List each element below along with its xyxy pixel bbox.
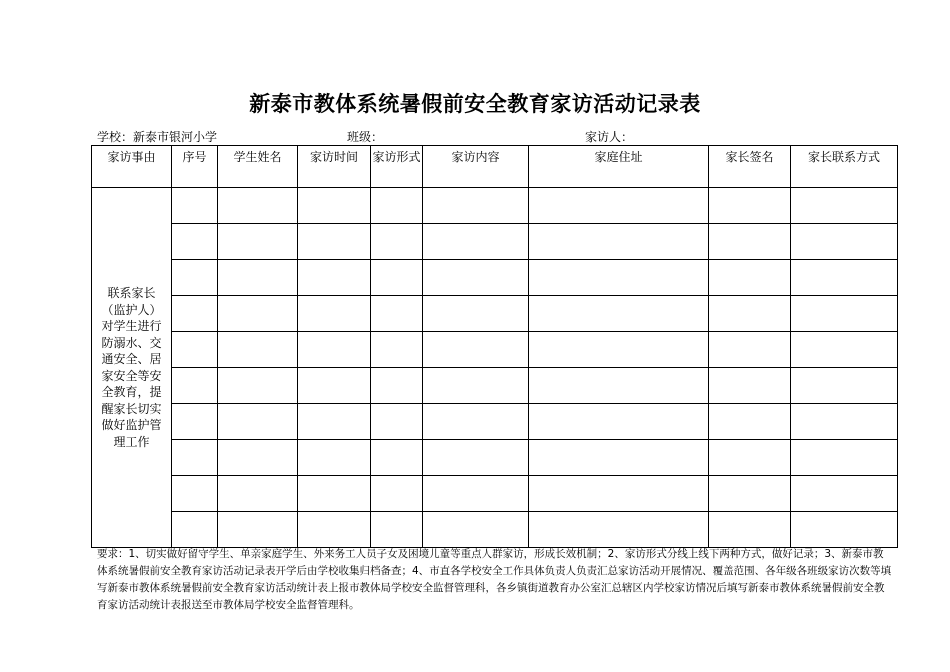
table-cell[interactable] bbox=[298, 440, 371, 476]
table-cell[interactable] bbox=[791, 440, 898, 476]
table-cell[interactable] bbox=[371, 368, 423, 404]
table-header-row bbox=[92, 146, 898, 188]
table-cell[interactable] bbox=[529, 368, 709, 404]
table-cell[interactable] bbox=[423, 512, 529, 548]
header-visit-time: 家访时间 bbox=[298, 146, 371, 188]
header-home-address: 家庭住址 bbox=[529, 146, 709, 188]
table-row bbox=[92, 260, 898, 296]
table-cell[interactable] bbox=[371, 332, 423, 368]
table-cell[interactable] bbox=[791, 368, 898, 404]
document-title: 新泰市教体系统暑假前安全教育家访活动记录表 bbox=[249, 92, 701, 116]
table-cell[interactable] bbox=[709, 188, 791, 224]
home-visit-record-table bbox=[91, 145, 898, 548]
table-cell[interactable] bbox=[423, 476, 529, 512]
table-cell[interactable] bbox=[709, 332, 791, 368]
table-cell[interactable] bbox=[371, 296, 423, 332]
table-cell[interactable] bbox=[172, 512, 218, 548]
table-cell[interactable] bbox=[371, 224, 423, 260]
header-visit-content: 家访内容 bbox=[423, 146, 529, 188]
visitor-field: 家访人： bbox=[585, 130, 634, 144]
table-cell[interactable] bbox=[298, 188, 371, 224]
table-cell[interactable] bbox=[791, 296, 898, 332]
table-cell[interactable] bbox=[298, 260, 371, 296]
table-cell[interactable] bbox=[529, 476, 709, 512]
table-cell[interactable] bbox=[298, 224, 371, 260]
table-cell[interactable] bbox=[371, 476, 423, 512]
table-cell[interactable] bbox=[791, 404, 898, 440]
table-cell[interactable] bbox=[172, 296, 218, 332]
table-cell[interactable] bbox=[218, 224, 298, 260]
school-field: 学校：新泰市银河小学 bbox=[97, 130, 218, 144]
table-cell[interactable] bbox=[529, 440, 709, 476]
table-cell[interactable] bbox=[172, 260, 218, 296]
table-cell[interactable] bbox=[298, 512, 371, 548]
table-row bbox=[92, 404, 898, 440]
table-cell[interactable] bbox=[423, 368, 529, 404]
table-row bbox=[92, 332, 898, 368]
table-cell[interactable] bbox=[172, 368, 218, 404]
table-cell[interactable] bbox=[298, 404, 371, 440]
table-cell[interactable] bbox=[298, 332, 371, 368]
table-cell[interactable] bbox=[791, 332, 898, 368]
table-cell[interactable] bbox=[791, 476, 898, 512]
table-cell[interactable] bbox=[529, 260, 709, 296]
table-cell[interactable] bbox=[709, 296, 791, 332]
table-cell[interactable] bbox=[423, 404, 529, 440]
table-row bbox=[92, 296, 898, 332]
table-cell[interactable] bbox=[709, 476, 791, 512]
table-cell[interactable] bbox=[709, 404, 791, 440]
table-cell[interactable] bbox=[423, 296, 529, 332]
table-cell[interactable] bbox=[218, 188, 298, 224]
header-parent-contact: 家长联系方式 bbox=[791, 146, 898, 188]
table-cell[interactable] bbox=[791, 188, 898, 224]
table-cell[interactable] bbox=[529, 512, 709, 548]
table-cell[interactable] bbox=[298, 476, 371, 512]
table-cell[interactable] bbox=[172, 332, 218, 368]
visit-reason-cell bbox=[92, 188, 172, 548]
table-cell[interactable] bbox=[298, 368, 371, 404]
table-cell[interactable] bbox=[371, 440, 423, 476]
table-cell[interactable] bbox=[709, 224, 791, 260]
table-row bbox=[92, 440, 898, 476]
visit-reason-text: 联系家长（监护人）对学生进行防溺水、交通安全、居家安全等安全教育，提醒家长切实做好监护管理工作 bbox=[101, 286, 162, 449]
table-cell[interactable] bbox=[218, 404, 298, 440]
table-cell[interactable] bbox=[172, 440, 218, 476]
table-cell[interactable] bbox=[791, 260, 898, 296]
table-cell[interactable] bbox=[371, 512, 423, 548]
table-cell[interactable] bbox=[423, 260, 529, 296]
table-cell[interactable] bbox=[218, 368, 298, 404]
table-row bbox=[92, 368, 898, 404]
table-cell[interactable] bbox=[172, 188, 218, 224]
table-cell[interactable] bbox=[529, 332, 709, 368]
table-cell[interactable] bbox=[218, 476, 298, 512]
table-cell[interactable] bbox=[529, 224, 709, 260]
table-cell[interactable] bbox=[218, 260, 298, 296]
table-cell[interactable] bbox=[709, 512, 791, 548]
table-cell[interactable] bbox=[172, 404, 218, 440]
header-visit-reason: 家访事由 bbox=[92, 146, 172, 188]
table-cell[interactable] bbox=[529, 296, 709, 332]
table-row bbox=[92, 224, 898, 260]
table-row bbox=[92, 188, 898, 224]
table-row bbox=[92, 476, 898, 512]
table-cell[interactable] bbox=[371, 260, 423, 296]
header-visit-form: 家访形式 bbox=[371, 146, 423, 188]
header-student-name: 学生姓名 bbox=[218, 146, 298, 188]
table-row bbox=[92, 512, 898, 548]
header-serial-number: 序号 bbox=[172, 146, 218, 188]
table-cell[interactable] bbox=[529, 404, 709, 440]
table-cell[interactable] bbox=[709, 368, 791, 404]
table-cell[interactable] bbox=[172, 224, 218, 260]
table-cell[interactable] bbox=[172, 476, 218, 512]
table-cell[interactable] bbox=[371, 404, 423, 440]
table-cell[interactable] bbox=[423, 224, 529, 260]
table-cell[interactable] bbox=[791, 224, 898, 260]
table-cell[interactable] bbox=[423, 188, 529, 224]
table-cell[interactable] bbox=[529, 188, 709, 224]
requirements-note: 要求：1、切实做好留守学生、单亲家庭学生、外来务工人员子女及困境儿童等重点人群家访，形成长效机制；2、家访形式分线上线下两种方式，做好记录；3、新泰市教体系统暑假前安全教育家访活动记录表开学后由学校收集归档备查；4、市直各学校安全工作具体负责人负责汇总家访活动开展情况、覆盖范围、各年级各班级家访次数等填写新泰市教体系统暑假前安全教育家访活动统计表上报市教体局学校安全监督管理科，各乡镇街道教育办公室汇总辖区内学校家访情况后填写新泰市教体系统暑假前安全教育家访活动统计表报送至市教体局学校安全监督管理科。 bbox=[97, 548, 892, 611]
class-field: 班级： bbox=[347, 130, 384, 144]
table-cell[interactable] bbox=[371, 188, 423, 224]
table-cell[interactable] bbox=[423, 332, 529, 368]
table-cell[interactable] bbox=[298, 296, 371, 332]
table-cell[interactable] bbox=[709, 260, 791, 296]
table-cell[interactable] bbox=[709, 440, 791, 476]
table-cell[interactable] bbox=[791, 512, 898, 548]
header-parent-signature: 家长签名 bbox=[709, 146, 791, 188]
table-cell[interactable] bbox=[218, 296, 298, 332]
table-cell[interactable] bbox=[423, 440, 529, 476]
table-cell[interactable] bbox=[218, 512, 298, 548]
table-cell[interactable] bbox=[218, 440, 298, 476]
table-cell[interactable] bbox=[218, 332, 298, 368]
